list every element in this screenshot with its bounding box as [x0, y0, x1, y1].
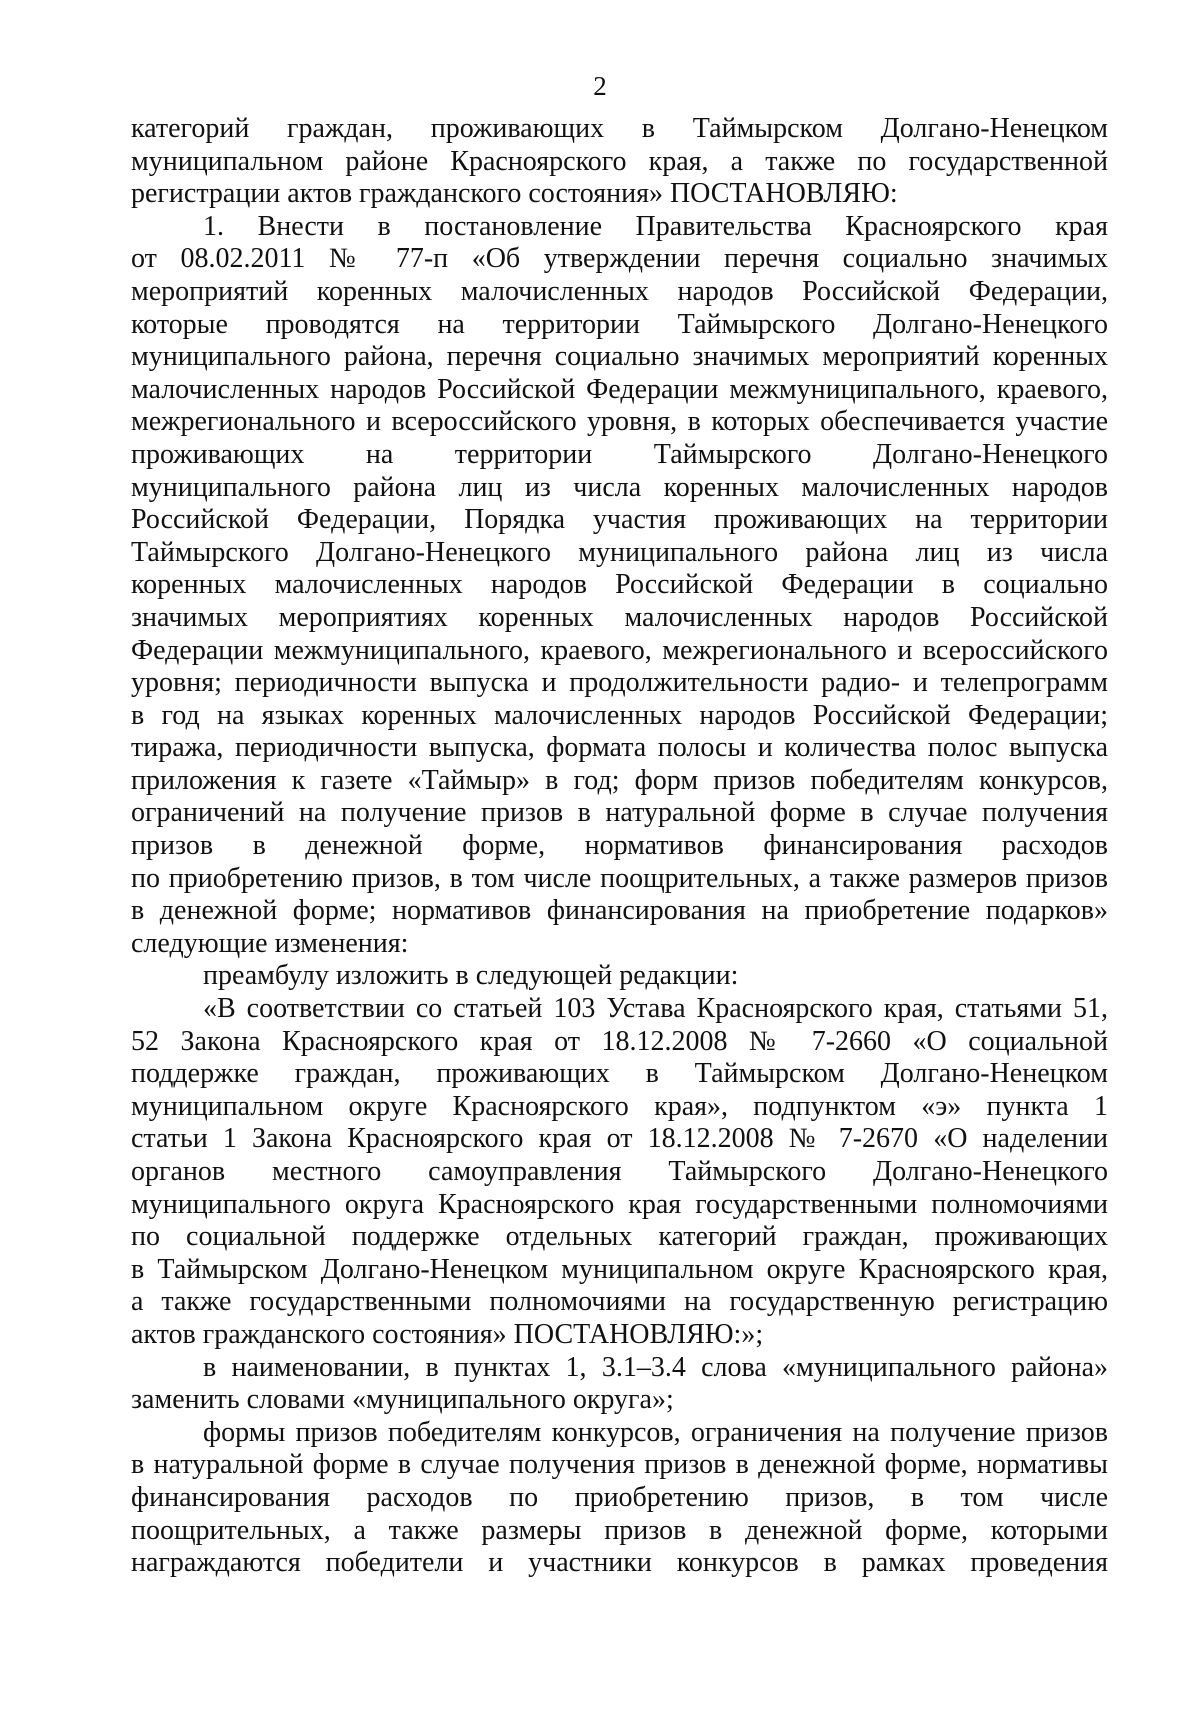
text-line: в наименовании, в пунктах 1, 3.1–3.4 слова «муниципального района»	[203, 1351, 1108, 1383]
text-line: муниципального района, перечня социально значимых мероприятий коренных	[131, 341, 1108, 373]
text-line: Таймырского Долгано-Ненецкого муниципального района лиц из числа	[131, 536, 1108, 568]
text-line: уровня; периодичности выпуска и продолжительности радио- и телепрограмм	[131, 667, 1108, 699]
text-line: награждаются победители и участники конкурсов в рамках проведения	[131, 1547, 1108, 1579]
text-line: в год на языках коренных малочисленных народов Российской Федерации;	[131, 699, 1108, 731]
text-line: Федерации межмуниципального, краевого, межрегионального и всероссийского	[131, 634, 1108, 666]
text-line: значимых мероприятиях коренных малочисленных народов Российской	[131, 601, 1108, 633]
text-line: финансирования расходов по приобретению призов, в том числе	[131, 1481, 1108, 1513]
text-line: актов гражданского состояния» ПОСТАНОВЛЯЮ:»;	[131, 1318, 764, 1350]
text-line: поддержке граждан, проживающих в Таймырском Долгано-Ненецком	[131, 1058, 1108, 1090]
text-line: в натуральной форме в случае получения призов в денежной форме, нормативы	[131, 1449, 1108, 1481]
document-body	[131, 113, 1108, 1580]
text-line: проживающих на территории Таймырского Долгано-Ненецкого	[131, 438, 1108, 470]
page-number: 2	[593, 71, 607, 101]
text-line: муниципального округа Красноярского края государственными полномочиями	[131, 1188, 1108, 1220]
text-line: муниципальном округе Красноярского края», подпунктом «э» пункта 1	[131, 1090, 1108, 1122]
text-line: коренных малочисленных народов Российской Федерации в социально	[131, 569, 1108, 601]
text-line: заменить словами «муниципального округа»;	[131, 1384, 674, 1416]
text-line: по приобретению призов, в том числе поощрительных, а также размеров призов	[131, 862, 1108, 894]
text-line: следующие изменения:	[131, 927, 409, 959]
text-line: призов в денежной форме, нормативов финансирования расходов	[131, 830, 1108, 862]
text-line: поощрительных, а также размеры призов в денежной форме, которыми	[131, 1514, 1108, 1546]
text-line: статьи 1 Закона Красноярского края от 18.12.2008 № 7-2670 «О наделении	[131, 1123, 1108, 1155]
text-line: Российской Федерации, Порядка участия проживающих на территории	[131, 504, 1108, 536]
text-line: «В соответствии со статьей 103 Устава Красноярского края, статьями 51,	[203, 993, 1108, 1025]
text-line: формы призов победителям конкурсов, ограничения на получение призов	[203, 1416, 1108, 1448]
text-line: мероприятий коренных малочисленных народов Российской Федерации,	[131, 275, 1108, 307]
text-line: муниципальном районе Красноярского края, а также по государственной	[131, 145, 1108, 177]
text-line: муниципального района лиц из числа коренных малочисленных народов	[131, 471, 1108, 503]
text-line: 52 Закона Красноярского края от 18.12.2008 № 7-2660 «О социальной	[131, 1025, 1108, 1057]
text-line: от 08.02.2011 № 77-п «Об утверждении перечня социально значимых	[131, 243, 1108, 275]
text-line: регистрации актов гражданского состояния» ПОСТАНОВЛЯЮ:	[131, 178, 898, 210]
text-line: в денежной форме; нормативов финансирования на приобретение подарков»	[131, 895, 1108, 927]
text-line: малочисленных народов Российской Федерации межмуниципального, краевого,	[131, 373, 1108, 405]
text-line: а также государственными полномочиями на государственную регистрацию	[131, 1286, 1108, 1318]
text-line: 1. Внести в постановление Правительства Красноярского края	[203, 210, 1108, 242]
text-line: по социальной поддержке отдельных категорий граждан, проживающих	[131, 1221, 1108, 1253]
text-line: преамбулу изложить в следующей редакции:	[203, 960, 739, 992]
text-line: в Таймырском Долгано-Ненецком муниципальном округе Красноярского края,	[131, 1253, 1108, 1285]
text-line: межрегионального и всероссийского уровня, в которых обеспечивается участие	[131, 406, 1108, 438]
text-line: ограничений на получение призов в натуральной форме в случае получения	[131, 797, 1108, 829]
text-line: органов местного самоуправления Таймырского Долгано-Ненецкого	[131, 1156, 1108, 1187]
text-line: которые проводятся на территории Таймырского Долгано-Ненецкого	[131, 308, 1108, 340]
text-line: категорий граждан, проживающих в Таймырском Долгано-Ненецком	[131, 113, 1108, 144]
text-line: тиража, периодичности выпуска, формата полосы и количества полос выпуска	[131, 732, 1108, 764]
text-line: приложения к газете «Таймыр» в год; форм призов победителям конкурсов,	[131, 764, 1108, 796]
